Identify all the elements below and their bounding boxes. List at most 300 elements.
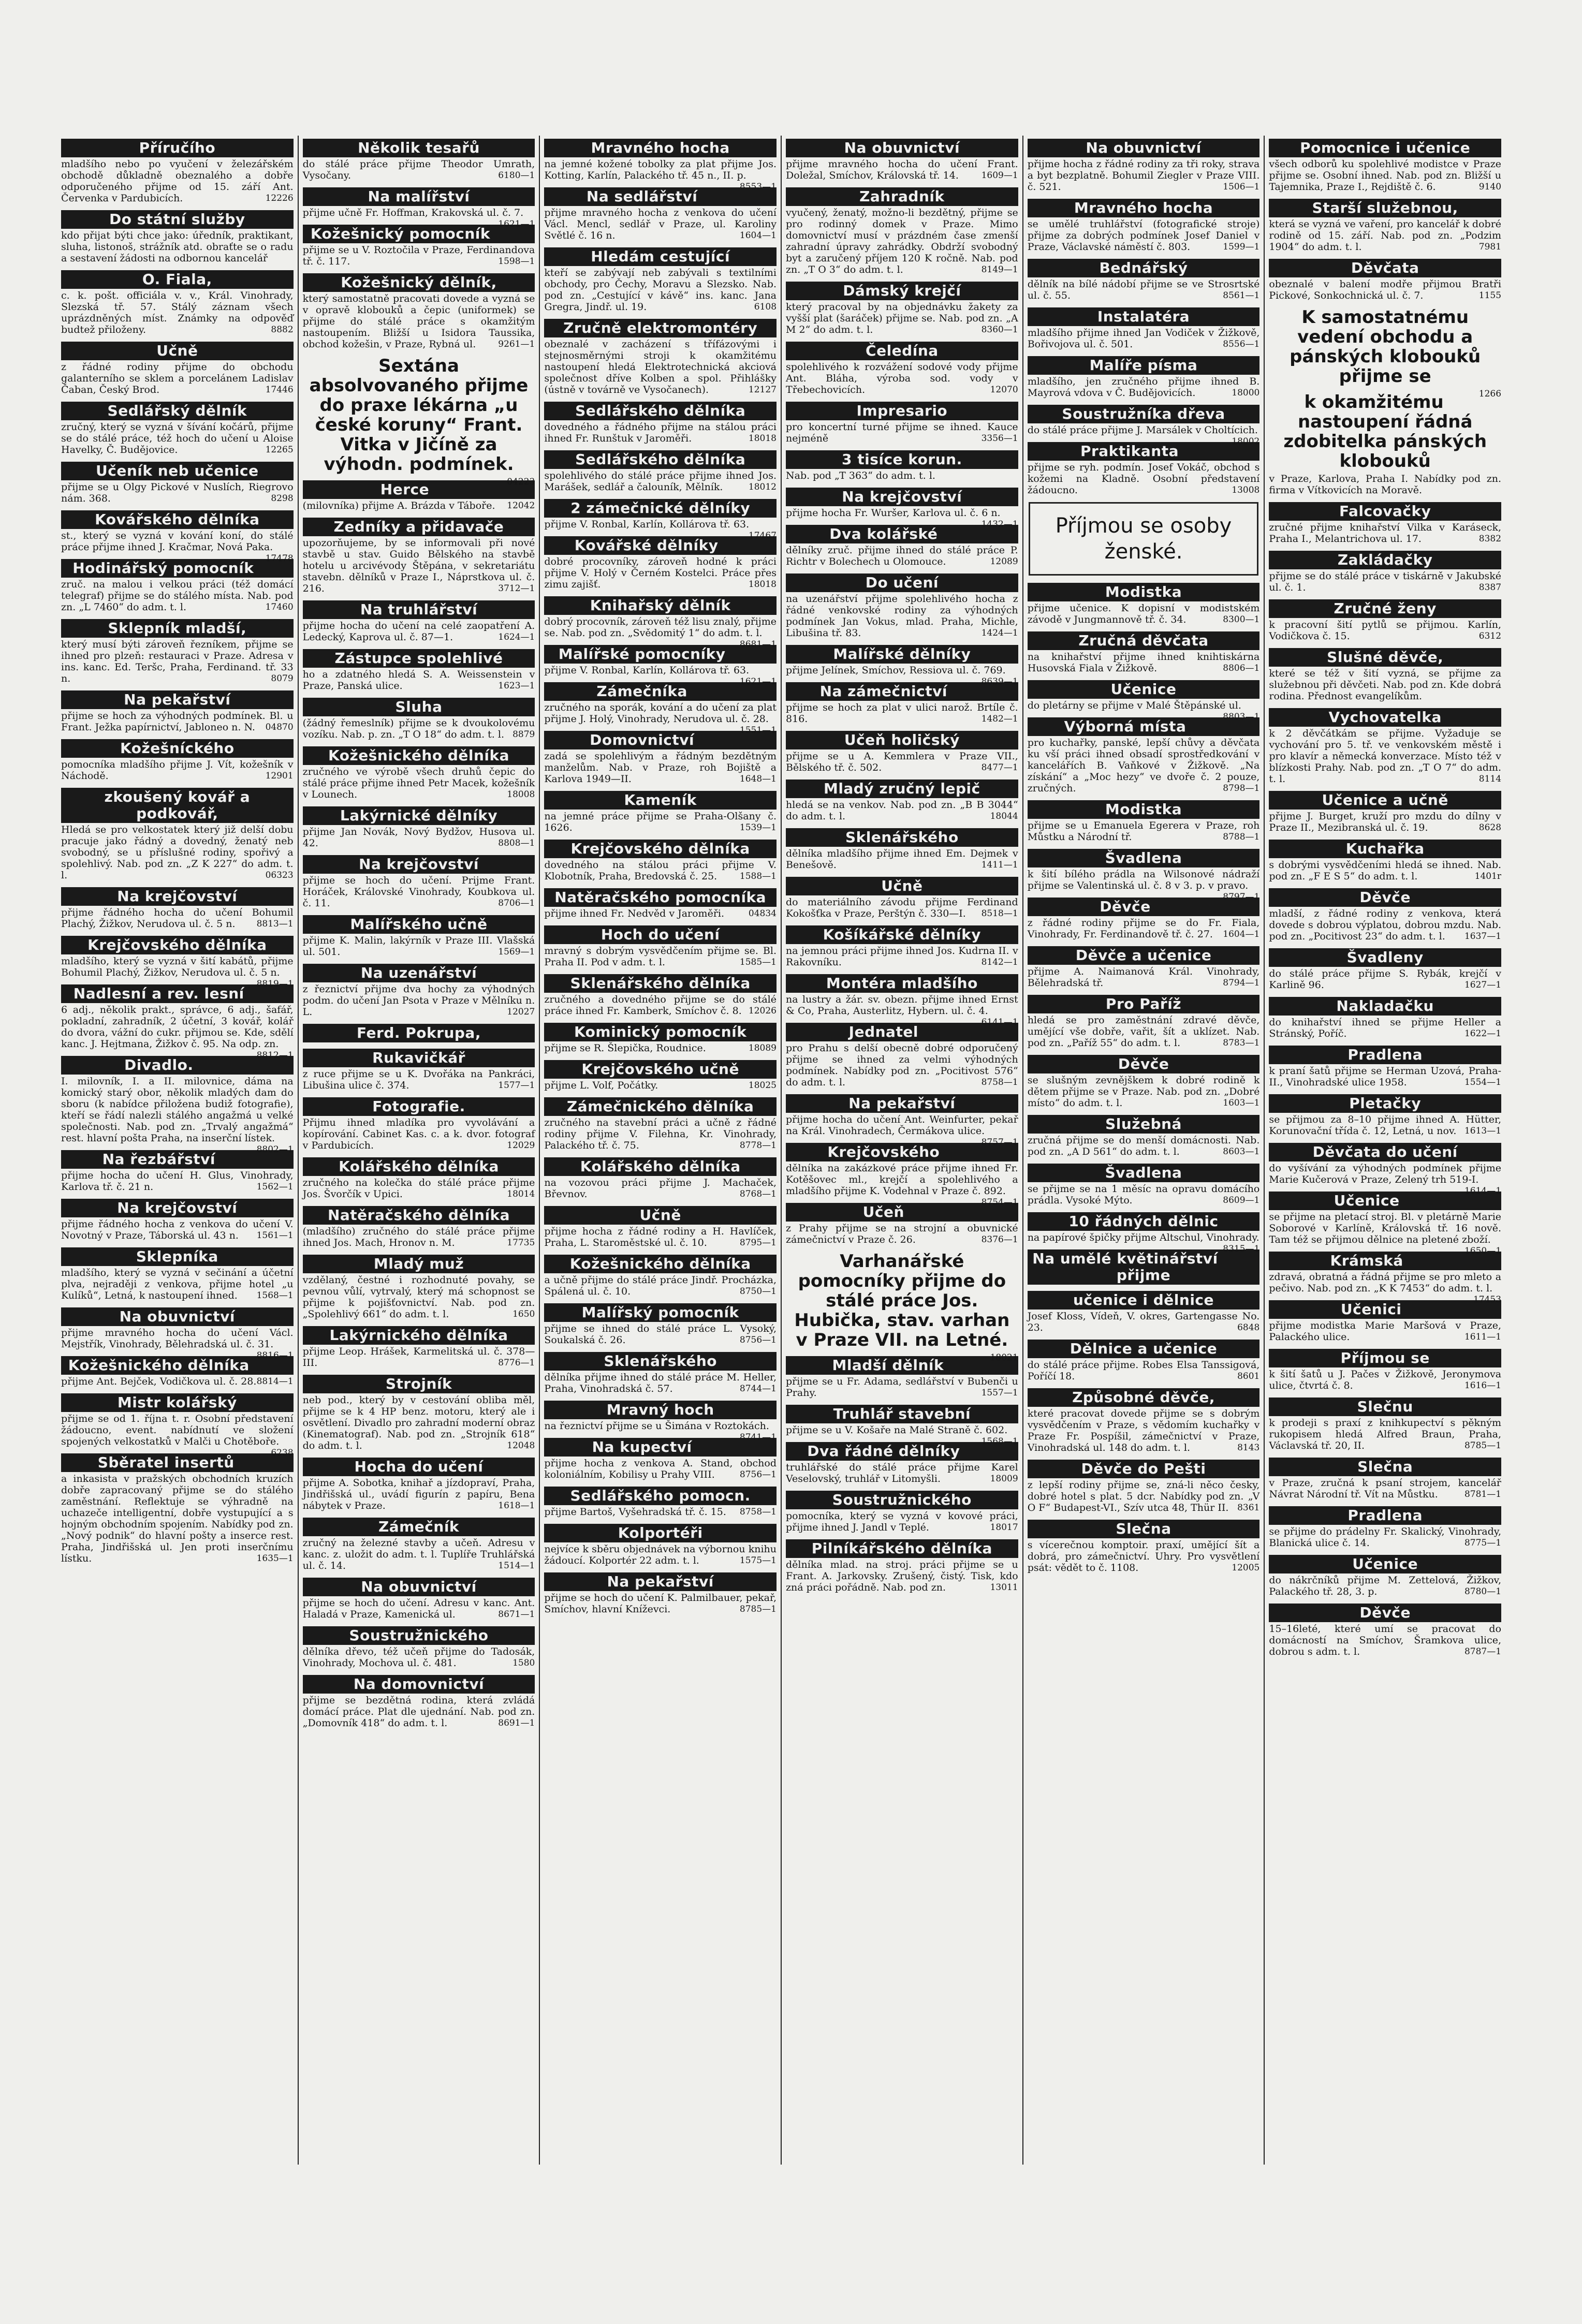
classified-ad	[303, 915, 535, 958]
classified-ad	[61, 739, 294, 782]
classified-ad	[786, 342, 1018, 395]
classified-ad	[303, 855, 535, 909]
ad-heading: Malíře písma	[1028, 356, 1260, 375]
ad-heading: Mravného hocha	[1028, 199, 1260, 217]
ad-code: 1614—1	[1464, 1186, 1502, 1196]
ad-text: do stálé práce přijme S. Rybák, krejčí v Karlině 96.	[1269, 968, 1502, 991]
ad-text: dělníka na zakázkové práce přijme ihned Fr. Kotěšovec ml., krejčí a spolehlivého a mladšího přijme K. Vodehnal v Praze č. 892.	[786, 1163, 1018, 1197]
ad-code: 1611—1	[1464, 1332, 1502, 1342]
ad-code: 6141—1	[981, 1017, 1018, 1027]
classified-ad	[303, 1255, 535, 1320]
ad-code: 8706—1	[498, 898, 535, 908]
classified-ad	[1028, 356, 1260, 399]
ad-body	[544, 519, 777, 541]
ad-code: 8750—1	[739, 1286, 777, 1297]
classified-ad	[303, 1206, 535, 1248]
ad-heading: Učenice	[1028, 680, 1260, 699]
ad-text: k praní šatů přijme se Herman Uzová, Praha-II., Vinohradské ulice 1958.	[1269, 1065, 1502, 1088]
ad-code: 8788—1	[1223, 832, 1260, 842]
ad-text: spolehlivého k rozvážení sodové vody přijme Ant. Bláha, výroba sod. vody v Třebechovicích.	[786, 361, 1018, 395]
ad-body	[786, 665, 1018, 687]
ad-text: z řádné rodiny přijme do obchodu galanterního se sklem a porcelánem Ladislav Čaban, Český Brod.	[61, 361, 294, 395]
ad-text: která se vyzná ve vaření, pro kancelář k dobré rodině od 15. září. Nab. pod zn. „Podzim 1904“ do adm. t. l.	[1269, 218, 1502, 253]
ad-heading: Děvčata	[1269, 259, 1501, 277]
ad-text: vyučený, ženatý, možno-li bezdětný, přijme se pro rodinný domek v Praze. Mimo domovnictví musí v prázdném čase zmenší zahradní úpravy zahrádky. Obdrží svobodný byt a zaručený příjem 120 K ročně. Nab. pod zn. „T O 3“ do adm. t. l.	[786, 207, 1018, 275]
ad-heading: Na pekařství	[544, 1572, 777, 1591]
ad-body	[61, 421, 294, 455]
ad-heading: Učně	[61, 342, 294, 360]
ad-heading: Na malířství	[303, 187, 535, 206]
ad-code: 18025	[748, 1080, 777, 1091]
ad-text: s vícerečnou komptoir. praxí, umějící šít a dobrá, pro zámečnictví. Uhry. Pro vysvětlení psát: vědět to č. 1108.	[1027, 1539, 1260, 1573]
ad-heading: Kolportéři	[544, 1524, 777, 1542]
ad-body	[303, 1646, 535, 1669]
ad-code: 8149—1	[981, 264, 1018, 275]
ad-text: v Praze, zručná k psaní strojem, kancelář Návrat Národní tř. Vít na Můstku.	[1269, 1477, 1502, 1500]
ad-heading: Švadlena	[1028, 1164, 1260, 1182]
ad-body	[544, 702, 777, 736]
ad-heading: Zručně elektromontéry	[544, 319, 777, 337]
ad-body	[1269, 473, 1501, 496]
classified-ad	[1269, 1094, 1501, 1137]
ad-code: 8814—1	[256, 1376, 294, 1387]
classified-ad	[1028, 199, 1260, 253]
classified-ad	[1269, 1192, 1502, 1256]
ad-code: 8794—1	[1223, 978, 1260, 988]
ad-text: kteří se zabývají neb zabývali s textilními obchody, pro Čechy, Moravu a Slezsko. Nab. pod zn. „Cestující v kávě“ ins. kanc. Jana Gregra, Jindř. ul. 19.	[544, 267, 777, 313]
classified-ad	[303, 1518, 535, 1571]
ad-heading: Učenice	[1269, 1192, 1501, 1210]
ad-text: mladšího nebo po vyučení v železářském obchodě důkladně obeznalého a dobře odporučeného přijme od 15. září Ant. Červenka v Pardubicích.	[61, 158, 294, 204]
classified-ad	[61, 210, 294, 264]
ad-body	[544, 1226, 777, 1248]
ad-heading: Pradlena	[1269, 1046, 1501, 1064]
ad-heading: Na kupectví	[544, 1438, 777, 1457]
classified-ad	[302, 187, 535, 229]
ad-body	[1028, 602, 1260, 625]
ad-code: 8300—1	[1223, 614, 1260, 625]
ad-body	[544, 751, 777, 785]
classified-ad	[1028, 946, 1260, 989]
ad-heading: Několik tesařů	[303, 139, 535, 157]
ad-code: 6180—1	[498, 170, 535, 181]
ad-body	[61, 1076, 294, 1155]
ad-heading: Truhlář stavební	[786, 1405, 1018, 1423]
ad-heading: Služebná	[1028, 1115, 1260, 1134]
ad-heading: Kožešnického dělníka	[544, 1255, 777, 1273]
ad-text: dělník na bílé nádobí přijme se ve Strosrtské ul. č. 55.	[1027, 278, 1260, 301]
classified-ad	[544, 536, 777, 590]
ad-heading: Košíkářské dělníky	[786, 925, 1018, 944]
ad-text: nejvíce k sběru objednávek na výbornou knihu žádoucí. Kolportér 22 adm. t. l.	[544, 1543, 777, 1566]
ad-text: Nab. pod „T 363“ do adm. t. l.	[786, 470, 935, 481]
ad-code: 12005	[1232, 1563, 1260, 1573]
ad-code: 1401r	[1474, 871, 1502, 881]
ad-code: 8785—1	[1464, 1440, 1502, 1451]
ad-heading: Soustružnického	[303, 1626, 535, 1645]
ad-body	[303, 1695, 535, 1729]
ad-text: zručný na železné stavby a učeň. Adresu v kanc. z. uložit do adm. t. l. Tuplíře Truhlářská ul. č. 14.	[302, 1537, 535, 1571]
ad-heading: Sedlářského pomocn.	[544, 1487, 777, 1505]
ad-text: přijme modistka Marie Maršová v Praze, Palackého ulice.	[1269, 1320, 1502, 1343]
ad-heading: zkoušený kovář a podkovář,	[61, 788, 294, 823]
ad-code: 18002	[1232, 436, 1260, 447]
classified-ad	[61, 1150, 294, 1193]
classified-ad	[544, 139, 777, 192]
classified-ad	[544, 1206, 777, 1248]
ad-text: který pracoval by na objednávku žakety za vyšší plat (šaráček) přijme se. Nab. pod zn. „A M 2“ do adm. t. l.	[786, 301, 1018, 335]
ad-code: 1562—1	[256, 1182, 294, 1192]
ad-body	[1269, 668, 1501, 702]
ad-body	[544, 994, 777, 1017]
ad-body	[1269, 1477, 1501, 1500]
ad-heading: k okamžitému nastoupení řádná zdobitelka pánských klobouků	[1283, 392, 1487, 472]
ad-code: 9140	[1478, 182, 1502, 192]
ad-code: 12048	[507, 1440, 535, 1451]
ad-heading: Praktikanta	[1028, 442, 1260, 461]
ad-code: 8798—1	[1223, 783, 1260, 793]
ad-heading: Zámečnického dělníka	[544, 1097, 777, 1116]
classified-ad	[544, 402, 777, 444]
ad-heading: Zástupce spolehlivé	[303, 649, 535, 668]
ad-heading: Montéra mladšího	[786, 974, 1018, 993]
ad-body	[61, 907, 294, 930]
ad-text: přijme V. Ronbal, Karlín, Kollárova tř. 63.	[544, 665, 750, 676]
ad-body	[303, 1394, 535, 1451]
ad-text: na lustry a žár. sv. obezn. přijme ihned Ernst & Co, Praha, Austerlitz, Hybern. ul. č. 4.	[786, 994, 1018, 1017]
ad-body	[786, 1223, 1018, 1245]
classified-ad	[61, 1307, 294, 1361]
ad-text: přijme se u V. Košaře na Malé Straně č. 602.	[786, 1424, 1008, 1436]
classified-ad	[786, 828, 1018, 871]
ad-code: 1604—1	[1223, 929, 1260, 939]
ad-text: přijme se u A. Kemmlera v Praze VII., Bělského tř. č. 502.	[786, 751, 1018, 773]
ad-code: 12027	[507, 1007, 535, 1017]
ad-body	[1269, 1163, 1502, 1196]
ad-text: přijme se u Fr. Adama, sedlářství v Bubenči u Prahy.	[786, 1376, 1018, 1399]
ad-heading: Kožešnický pomocník	[303, 225, 535, 243]
classified-ad	[61, 559, 294, 613]
ad-code: 8744—1	[739, 1384, 777, 1394]
ad-code: 8601	[1237, 1371, 1260, 1381]
ad-text: mladšího přijme ihned Jan Vodiček v Žižkově, Bořivojova ul. č. 501.	[1027, 327, 1260, 350]
ad-text: do nákrčníků přijme M. Zettelová, Žižkov, Palackého tř. 28, 3. p.	[1269, 1575, 1502, 1597]
ad-heading: Sextána absolvovaného přijme do praxe lékárna „u české koruny“ Frant. Vitka v Jičíně za výhodn. podmínek.	[309, 356, 529, 475]
ad-heading: Slečnu	[1269, 1398, 1501, 1416]
ad-heading: Příjmou se	[1269, 1349, 1501, 1367]
classified-ad	[786, 682, 1018, 725]
ad-body	[544, 1274, 777, 1297]
ad-body	[544, 158, 777, 192]
ad-body	[61, 1004, 294, 1061]
ad-text: obeznalé v zacházení s třífázovými i stejnosměrnými stroji k okamžitému nastoupení hledá Elektrotechnická akciová společnost dříve Kolben a spol. Přihlášky (ústně v továrně ve Vysočanech).	[544, 339, 777, 395]
ad-heading: Krámská	[1269, 1252, 1501, 1270]
ad-text: I. milovník, I. a II. milovnice, dáma na komický starý obor, několik mladých dam do sboru (k nabídce přiložena budiž fotografie), kteří se řádí nalezli stálého angažmá u velké společnosti. Nab. pod zn. „Trvalý angažmá“ rest. hlavní pošta Praha, na inserční lístek.	[61, 1076, 294, 1144]
ad-code: 6312	[1478, 631, 1502, 641]
ad-body	[303, 717, 535, 740]
ad-body	[303, 935, 535, 958]
classified-ad	[303, 1458, 535, 1511]
ad-body	[61, 955, 294, 989]
ad-body	[786, 799, 1018, 822]
ad-code: 1266	[1478, 389, 1502, 399]
ad-heading: Děvče	[1028, 898, 1260, 916]
ad-body	[1269, 1017, 1501, 1039]
ad-code: 1580	[512, 1658, 535, 1668]
ad-heading: Děvče a učenice	[1028, 946, 1260, 965]
ad-code: 12265	[265, 445, 294, 455]
ad-body	[544, 1117, 777, 1151]
ad-code: 8787—1	[1464, 1646, 1502, 1657]
ad-heading: Na obuvnictví	[61, 1307, 294, 1326]
ad-text: do pletárny se přijme v Malé Štěpánské ul.	[1027, 700, 1241, 711]
classified-ad	[303, 649, 535, 692]
ad-code: 1411—1	[981, 860, 1018, 870]
ad-heading: K samostatnému vedení obchodu a pánských klobouků přijme se	[1290, 307, 1481, 387]
ad-text: pro Prahu s delší obecně dobré odporučený přijme se ihned za velmi výhodných podmínek. Nabídky pod zn. „Pocitivost 576“ do adm. t. l.	[786, 1042, 1018, 1088]
ad-text: přijme V. Ronbal, Karlín, Kollárova tř. 63.	[544, 519, 750, 530]
ad-text: se přijme do prádelny Fr. Skalický, Vinohrady, Blanická ulice č. 14.	[1269, 1526, 1502, 1549]
ad-text: pro koncertní turné přijme se ihned. Kauce nejméně	[786, 421, 1018, 444]
ad-text: přijme se hoch do učení. Prijme Frant. Horáček, Královské Vinohrady, Koubkova ul. č. 11.	[302, 875, 535, 909]
ad-heading: Kovářského dělníka	[61, 510, 294, 529]
ad-body	[544, 908, 777, 919]
ad-text: k prodeji s praxí z knihkupectví s pěkným rukopisem hledá Alfred Braun, Praha, Václavská tř. 20, II.	[1269, 1417, 1502, 1451]
ad-heading: Mladý zručný lepič	[786, 779, 1018, 798]
ad-body	[303, 1597, 535, 1620]
ad-heading: Fotografie.	[303, 1097, 535, 1116]
ad-body	[1028, 1135, 1260, 1157]
classified-ad	[1269, 1143, 1502, 1196]
ad-text: všech odborů ku spolehlivé modistce v Praze přijme se. Osobní ihned. Nab. pod zn. Bližší u Tajemnika, Praze I., Rejdiště č. 6.	[1269, 158, 1502, 193]
ad-body	[544, 1323, 777, 1346]
classified-ad	[544, 1401, 777, 1443]
ad-body	[786, 507, 1018, 529]
ad-heading: Rukavičkář	[303, 1049, 535, 1067]
ad-code: 1506—1	[1223, 182, 1260, 192]
classified-ad	[544, 319, 777, 395]
ad-heading: Slečna	[1269, 1458, 1501, 1476]
ad-body	[1269, 968, 1501, 991]
ad-body	[786, 207, 1018, 275]
ad-body	[303, 826, 535, 849]
ad-text: přijme se R. Šlepička, Roudnice.	[544, 1042, 706, 1054]
ad-code: 8758—1	[739, 1507, 777, 1517]
ad-heading: Dámský krejčí	[786, 282, 1018, 300]
ad-code: 8114	[1478, 774, 1502, 784]
ad-text: přijme Jan Novák, Nový Bydžov, Husova ul. 42.	[302, 826, 535, 849]
classified-ad	[786, 402, 1018, 444]
classified-ad	[1269, 502, 1501, 545]
ad-text: přijme se hoch za plat v ulici narož. Brtíle č. 816.	[786, 702, 1018, 725]
ad-body	[1269, 1320, 1501, 1343]
ad-text: přijme A. Sobotka, knihař a jízdopraví, Praha, Jindřišská ul., uvádí figurín z papíru, Bena nábytek v Praze.	[302, 1477, 535, 1511]
ad-heading: Vychovatelka	[1269, 708, 1501, 727]
ad-heading: Natěračského dělníka	[303, 1206, 535, 1225]
classified-ad	[303, 356, 535, 487]
classified-ad	[1028, 995, 1260, 1049]
ad-code: 1577—1	[498, 1080, 535, 1091]
classified-ad	[544, 596, 777, 650]
ad-body	[1028, 651, 1260, 674]
ad-heading: Varhanářské pomocníky přijme do stálé práce Jos. Hubička, stav. varhan v Praze VII. na Letné.	[794, 1251, 1010, 1350]
ad-code: 17478	[265, 553, 294, 564]
classified-ad	[1028, 442, 1260, 496]
classified-ad	[1028, 1115, 1260, 1157]
ad-text: dovedného na stálou práci přijme V. Klobotník, Praha, Bredovská č. 25.	[544, 859, 777, 882]
ad-body	[1028, 1539, 1260, 1573]
classified-ad	[61, 984, 294, 1061]
ad-code: 18021	[990, 1352, 1018, 1363]
ad-body	[61, 1327, 294, 1361]
ad-body	[1028, 1359, 1260, 1382]
classified-ad	[1028, 259, 1260, 301]
ad-code: 8783—1	[1223, 1038, 1260, 1048]
classified-ad	[1028, 1388, 1260, 1453]
ad-body	[61, 361, 294, 395]
ad-body	[303, 669, 535, 692]
ad-text: zručného na sporák, kování a do učení za plat přijme J. Holý, Vinohrady, Nerudova ul. č. 28.	[544, 702, 777, 725]
classified-ad	[544, 1157, 777, 1200]
classified-ad	[303, 139, 535, 181]
ad-heading: Krejčovského	[786, 1143, 1018, 1161]
ad-text: mladší, z řádné rodiny z venkova, která dovede s dobrou výplatou, dobrou mzdu. Nab. pod zn. „Pocitivost 23“ do adm. t. l.	[1269, 908, 1502, 942]
ad-code: 1616—1	[1464, 1380, 1502, 1391]
classified-ad	[786, 877, 1018, 919]
ad-code: 18009	[990, 1474, 1018, 1484]
ad-body	[1269, 570, 1501, 593]
ad-heading: Na řezbářství	[61, 1150, 294, 1169]
ad-heading: Nadlesní a rev. lesní	[61, 984, 294, 1003]
ad-body	[303, 293, 535, 350]
ad-code: 18044	[990, 811, 1018, 821]
ad-code: 12089	[990, 556, 1018, 567]
classified-ad	[544, 1572, 777, 1615]
ad-code: 1621—1	[498, 219, 535, 229]
ad-code: 8361	[1237, 1503, 1260, 1513]
ad-heading: Na zámečnictví	[786, 682, 1018, 701]
ad-body	[544, 665, 777, 687]
classified-ad	[303, 518, 535, 594]
classified-ad	[544, 888, 777, 919]
section-box-women: Příjmou se osoby ženské.	[1029, 502, 1259, 576]
ad-text: z řeznictví přijme dva hochy za výhodných podm. do učení Jan Psota v Praze v Mělníku n. L.	[302, 983, 535, 1018]
ad-text: k šití bílého prádla na Wilsonové nádraží přijme se Valentinská ul. č. 8 v 3. p. v pravo.	[1027, 869, 1260, 891]
ad-heading: Sklenářského dělníka	[544, 974, 777, 993]
ad-body	[61, 579, 294, 613]
ad-body	[303, 500, 535, 511]
ad-text: zručného a dovedného přijme se do stálé práce ihned Fr. Kamberk, Smíchov č. 8.	[544, 994, 777, 1017]
ad-text: na vozovou práci přijme J. Machaček, Břevnov.	[544, 1177, 777, 1200]
ad-text: přijme ihned Fr. Nedvěd v Jaroměři.	[544, 908, 725, 919]
ad-body	[1269, 811, 1501, 833]
ad-text: do vyšívání za výhodných podmínek přijme Marie Kučerová v Praze, Zelený trh 519-I.	[1269, 1163, 1502, 1185]
ad-code: 12029	[507, 1140, 535, 1151]
ad-code: 1575—1	[739, 1555, 777, 1566]
ad-text: do stálé práce přijme J. Marsálek v Choltícich.	[1027, 424, 1258, 436]
ad-text: do knihařství ihned se přijme Heller a Stránský, Poříč.	[1269, 1017, 1502, 1039]
classified-ad	[786, 1405, 1018, 1447]
ad-body	[61, 158, 294, 204]
ad-body	[1027, 869, 1260, 902]
ad-text: přijme se bezdětná rodina, která zvládá domácí práce. Plat dle ujednání. Nab. pod zn. „Domovník 418“ do adm. t. l.	[302, 1695, 535, 1729]
ad-text: k pracovní šití pytlů se přijmou. Karlín, Vodičkova č. 15.	[1269, 619, 1502, 642]
ad-code: 12226	[265, 193, 294, 203]
ad-heading: Hocha do učení	[303, 1458, 535, 1476]
ad-heading: Na krejčovství	[61, 887, 294, 906]
ad-body	[786, 1510, 1018, 1533]
ad-text: vzdělaný, čestné i rozhodnuté povahy, se pevnou vůlí, vytrvalý, který má schopnost se přijme k pojišťovnictví. Nab. pod zn. „Spolehlivý 661“ do adm. t. l.	[302, 1274, 535, 1320]
ad-body	[61, 710, 294, 733]
ad-body	[1028, 1311, 1260, 1333]
ad-body	[1269, 728, 1501, 785]
ad-heading: Malířské pomocníky	[544, 645, 777, 664]
ad-text: Hledá se pro velkostatek který již delší dobu pracuje jako řádný a dovedný, ženatý neb svobodný, se u příslušné rodiny, spořivý a spolehlivý. Nab. pod zn. „Z K 227“ do adm. t. l.	[61, 824, 294, 881]
ad-code: 1648—1	[739, 774, 777, 784]
classified-ad	[303, 1578, 535, 1620]
ad-heading: Zedníky a přidavače	[303, 518, 535, 536]
ad-heading: Na obuvnictví	[1028, 139, 1260, 157]
ad-body	[1028, 737, 1260, 794]
classified-ad	[61, 1393, 294, 1458]
ad-body	[303, 1177, 535, 1200]
ad-body	[1028, 158, 1260, 193]
ad-body	[61, 1218, 294, 1241]
ad-code: 8795—1	[739, 1238, 777, 1248]
ad-body	[303, 158, 535, 181]
ad-heading: Slečna	[1028, 1520, 1260, 1538]
ad-text: přijme se hoch do učení. Adresu v kanc. Ant. Haladá v Praze, Kamenická ul.	[302, 1597, 535, 1620]
classified-ad	[61, 342, 294, 395]
ad-heading: 2 zámečnické dělníky	[544, 499, 777, 518]
ad-heading: Hoch do učení	[544, 925, 777, 944]
ad-body	[786, 994, 1018, 1027]
column-2	[299, 136, 540, 2165]
ad-heading: Falcovačky	[1269, 502, 1501, 521]
ad-heading: Na obuvnictví	[303, 1578, 535, 1596]
ad-heading: Impresario	[786, 402, 1018, 420]
ad-text: Přijmu ihned mladíka pro vyvolávání a kopírování. Cabinet Kas. c. a k. dvor. fotograf v Pardubicích.	[302, 1117, 535, 1151]
classified-ad	[303, 746, 535, 800]
ad-body	[303, 537, 535, 594]
ad-code: 17467	[748, 531, 777, 541]
ad-text: z Prahy přijme se na strojní a obuvnické zámečnictví v Praze č. 26.	[786, 1223, 1018, 1245]
ad-text: hledá se pro zaměstnání zdravé děvče, umějící vše dobře, vařit, šít a uklízet. Nab. pod zn. „Paříž 55“ do adm. t. l.	[1027, 1014, 1260, 1049]
ad-code: 8812—1	[256, 1050, 294, 1061]
ad-heading: Zakládačky	[1269, 551, 1501, 569]
classified-ad	[61, 510, 294, 564]
ad-code: 8819—1	[256, 979, 294, 989]
ad-code: 8879	[512, 729, 535, 740]
ad-body	[1269, 1114, 1501, 1137]
ad-code: 18017	[990, 1522, 1018, 1533]
ad-code: 8691—1	[498, 1718, 535, 1728]
classified-ad	[1269, 1604, 1501, 1657]
ad-text: dobré procovníky, zároveň hodné k práci přijme V. Holý v Černém Kostelci. Práce přes zimu zajišť.	[544, 556, 777, 590]
ad-code: 04834	[748, 908, 777, 919]
ad-code: 8556—1	[1223, 339, 1260, 349]
ad-code: 12901	[265, 771, 294, 781]
classified-ad	[1027, 1212, 1260, 1254]
ad-text: z ruce přijme se u K. Dvořáka na Pankráci, Libušina ulice č. 374.	[302, 1068, 535, 1091]
ad-code: 8681—1	[739, 639, 777, 650]
column-4	[782, 136, 1023, 2165]
ad-text: přijme se od 1. října t. r. Osobní představení žádoucno, event. nabídnutí ve složení spojených velkostatků v Malči u Chotěboře.	[61, 1413, 294, 1447]
classified-ad	[786, 1143, 1018, 1208]
ad-body	[786, 1462, 1018, 1484]
classified-ad	[544, 1023, 777, 1054]
classified-ad	[1269, 259, 1501, 301]
